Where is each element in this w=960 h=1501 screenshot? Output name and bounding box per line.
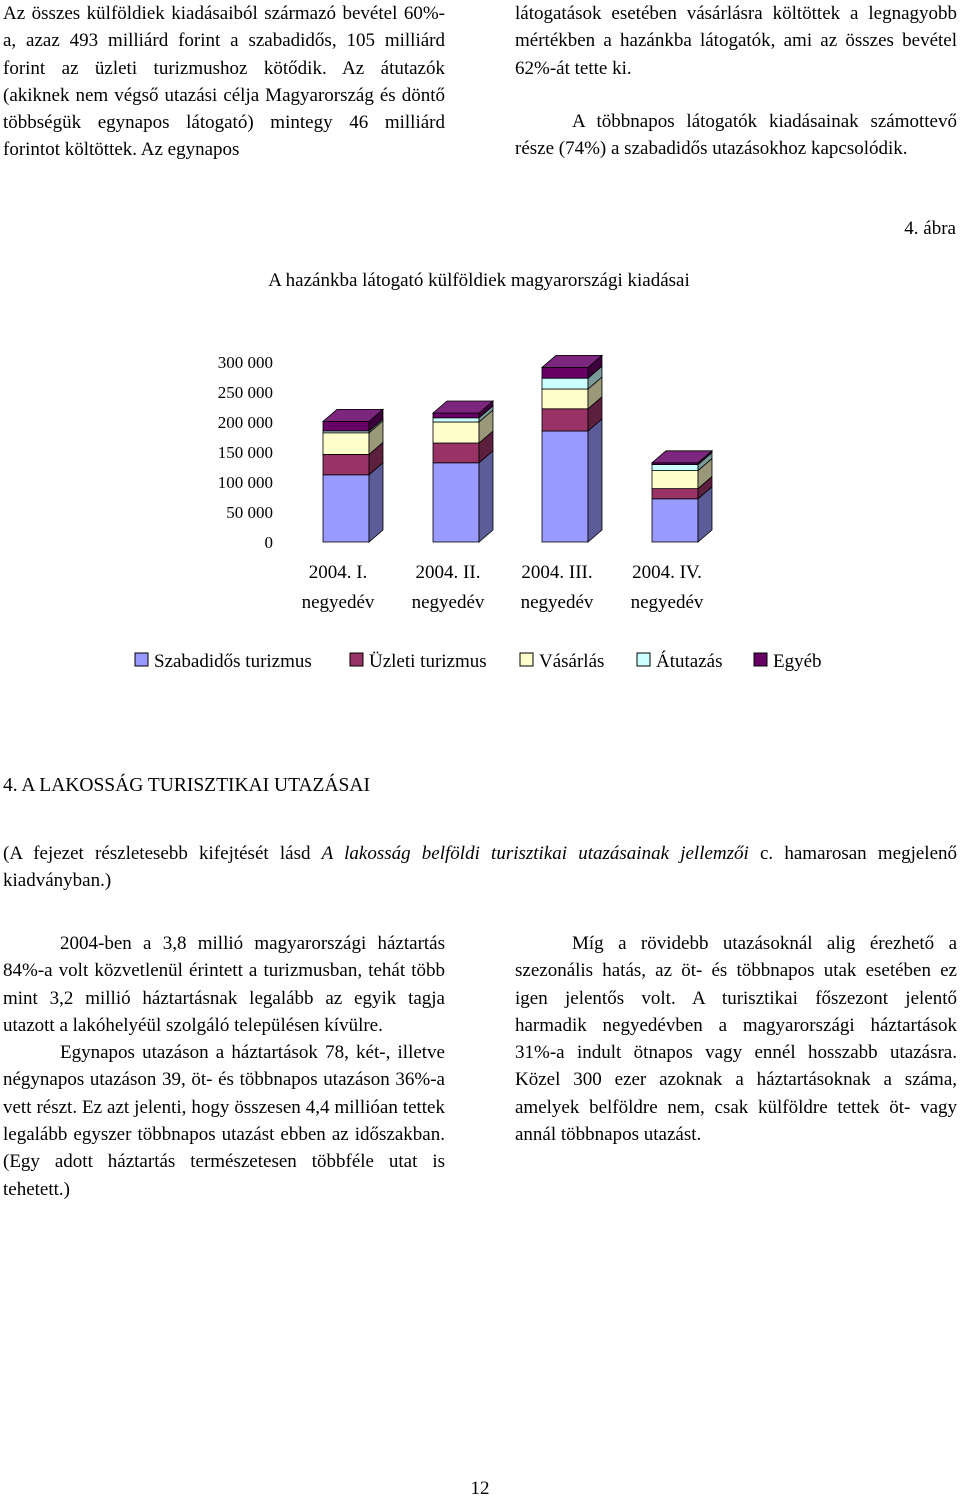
page-number: 12 <box>470 1478 490 1499</box>
bar-segment-front <box>652 465 698 471</box>
legend-swatch <box>520 653 533 666</box>
bar-segment-front <box>323 433 369 455</box>
y-tick-label: 100 000 <box>217 473 273 492</box>
stacked-bar-chart <box>0 340 960 700</box>
chapter-note-after: c. hamarosan megjelenő kiadványban.) <box>3 843 958 892</box>
x-tick-label: negyedév <box>520 592 594 613</box>
bar-segment-front <box>542 367 588 378</box>
x-tick-label: 2004. IV. <box>632 562 702 583</box>
chart-title-text: A hazánkba látogató külföldiek magyarországi kiadásai <box>268 270 690 291</box>
legend-swatch <box>637 653 650 666</box>
bar-segment-front <box>542 409 588 431</box>
bar-segment-front <box>542 431 588 542</box>
bar-segment-front <box>542 378 588 389</box>
bar-segment-front <box>433 422 479 443</box>
bar-segment-front <box>652 471 698 489</box>
y-tick-label: 200 000 <box>217 413 273 432</box>
text-column-top-right <box>515 0 957 162</box>
x-tick-label: negyedév <box>301 592 375 613</box>
legend-label: Vásárlás <box>539 651 605 672</box>
bar-segment-front <box>652 499 698 542</box>
paragraph: látogatások esetében vásárlásra költöttek a legnagyobb mértékben a hazánkba látogatók, ami az összes bevétel 62%-át tette ki. <box>515 3 957 79</box>
bar-segment-front <box>323 475 369 542</box>
x-tick-label: 2004. I. <box>308 562 368 583</box>
bar-segment-side <box>479 451 493 542</box>
y-tick-label: 300 000 <box>217 353 273 372</box>
chapter-note <box>3 840 957 895</box>
bar-segment-side <box>369 463 383 542</box>
bar-segment-side <box>588 419 602 542</box>
text-column-bottom-right <box>515 930 957 1148</box>
y-tick-label: 50 000 <box>226 503 273 522</box>
paragraph: 2004-ben a 3,8 millió magyarországi háztartás 84%-a volt közvetlenül érintett a turizmusban, tehát több mint 3,2 millió háztartásnak legalább az egyik tagja utazott a lakóhelyéül szolgáló településen kívülre. <box>3 933 445 1036</box>
x-tick-label: 2004. III. <box>521 562 593 583</box>
chapter-note-before: (A fejezet részletesebb kifejtését lásd <box>3 843 322 864</box>
legend-label: Átutazás <box>656 651 723 672</box>
bar-segment-front <box>433 463 479 542</box>
figure-label: 4. ábra <box>904 218 956 239</box>
x-tick-label: negyedév <box>411 592 485 613</box>
section-heading: 4. A LAKOSSÁG TURISZTIKAI UTAZÁSAI <box>3 775 370 796</box>
bar-segment-front <box>323 421 369 431</box>
bar-segment-front <box>542 389 588 409</box>
legend-label: Egyéb <box>773 651 822 672</box>
text-column-bottom-left <box>3 930 445 1203</box>
y-tick-label: 150 000 <box>217 443 273 462</box>
chapter-note-publication-title: A lakosság belföldi turisztikai utazásainak jellemzői <box>321 843 749 864</box>
legend-swatch <box>135 653 148 666</box>
legend-label: Szabadidős turizmus <box>154 651 312 672</box>
x-tick-label: negyedév <box>630 592 704 613</box>
legend-swatch <box>754 653 767 666</box>
chart-title <box>0 270 960 292</box>
bar-segment-front <box>433 418 479 422</box>
legend-swatch <box>350 653 363 666</box>
paragraph: Míg a rövidebb utazásoknál alig érezhető a szezonális hatás, az öt- és többnapos utak esetében ez igen jelentős volt. A turisztikai főszezont jelentő harmadik negyedévben a magyarországi háztartások 31%-a indult ötnapos vagy ennél hosszabb utazásra. Közel 300 ezer azoknak a háztartásoknak a száma, amelyek belföldre nem, csak külföldre tettek öt- vagy annál többnapos utazást. <box>515 933 957 1146</box>
bar-segment-front <box>433 443 479 463</box>
bar-segment-front <box>323 454 369 474</box>
text-column-top-left <box>3 0 445 164</box>
legend-label: Üzleti turizmus <box>369 651 487 672</box>
x-tick-label: 2004. II. <box>415 562 481 583</box>
paragraph: A többnapos látogatók kiadásainak számottevő része (74%) a szabadidős utazásokhoz kapcsolódik. <box>515 110 957 160</box>
y-tick-label: 250 000 <box>217 383 273 402</box>
y-tick-label: 0 <box>264 533 273 552</box>
paragraph: Egynapos utazáson a háztartások 78, két-, illetve négynapos utazáson 39, öt- és többnapos utazáson 36%-a vett részt. Ez azt jelenti, hogy összesen 4,4 millióan tettek legalább egyszer többnapos utazást ebben az időszakban. (Egy adott háztartás természetesen többféle utat is tehetett.) <box>3 1042 445 1200</box>
bar-segment-front <box>433 413 479 418</box>
bar-segment-front <box>652 489 698 499</box>
paragraph: Az összes külföldiek kiadásaiból származó bevétel 60%-a, azaz 493 milliárd forint a szabadidős, 105 milliárd forint az üzleti turizmushoz kötődik. Az átutazók (akiknek nem végső utazási célja Magyarország és döntő többségük egynapos látogató) mintegy 46 milliárd forintot költöttek. Az egynapos <box>3 3 445 161</box>
